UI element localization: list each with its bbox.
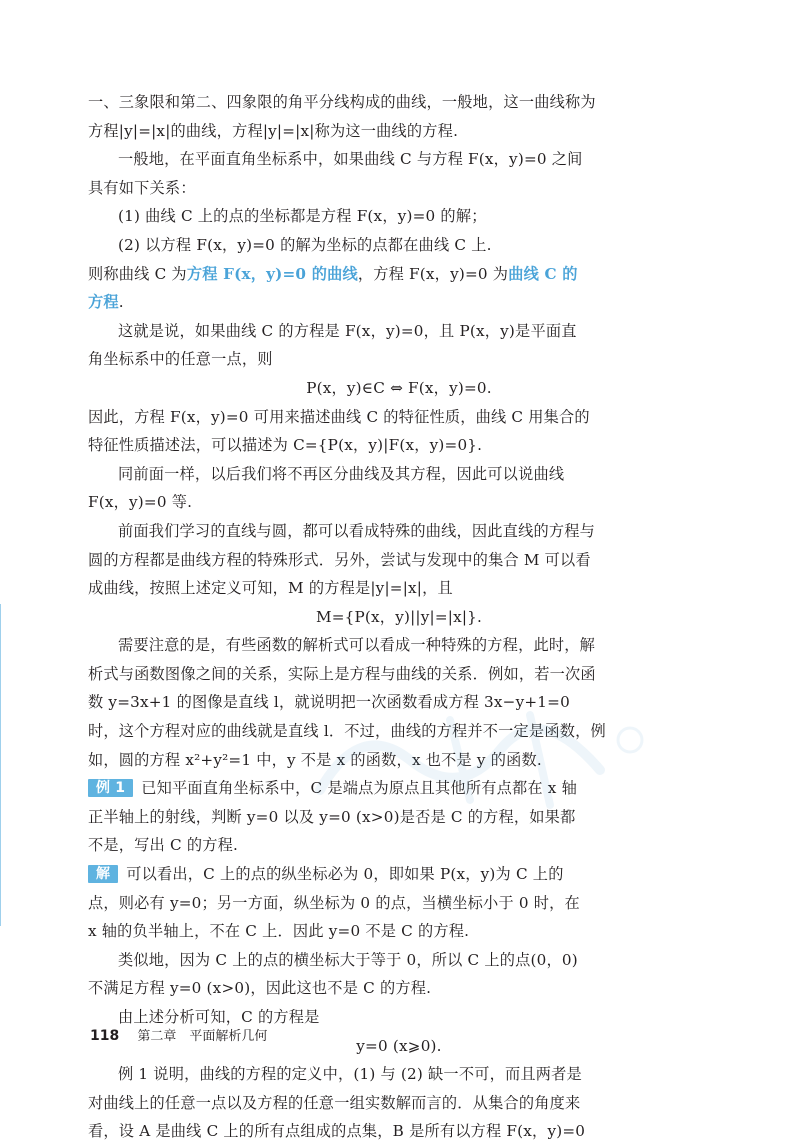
definition-line [88, 260, 710, 289]
text-line: 因此，方程 F(x，y)=0 可用来描述曲线 C 的特征性质，曲线 C 用集合的 [88, 407, 590, 426]
text-line: 一般地，在平面直角坐标系中，如果曲线 C 与方程 F(x，y)=0 之间 [118, 150, 583, 169]
example-side-rule [0, 604, 1, 926]
text-line: 具有如下关系： [88, 178, 196, 197]
text-line: 圆的方程都是曲线方程的特殊形式．另外，尝试与发现中的集合 M 可以看 [88, 550, 591, 569]
text-run: . [118, 293, 124, 312]
text-line: 数 y=3x+1 的图像是直线 l，就说明把一次函数看成方程 3x−y+1=0 [88, 693, 570, 712]
text-line: (2) 以方程 F(x，y)=0 的解为坐标的点都在曲线 C 上. [118, 235, 492, 254]
text-run: ，方程 F(x，y)=0 为 [357, 264, 509, 283]
text-line: 特征性质描述法，可以描述为 C={P(x，y)|F(x，y)=0}. [88, 436, 483, 455]
text-line: 由上述分析可知，C 的方程是 [118, 1008, 320, 1026]
text-line: 不满足方程 y=0 (x>0)，因此这也不是 C 的方程. [88, 979, 432, 998]
text-line: 方程|y|=|x|的曲线，方程|y|=|x|称为这一曲线的方程. [88, 121, 459, 140]
text-line: 对曲线上的任意一点以及方程的任意一组实数解而言的．从集合的角度来 [88, 1093, 581, 1112]
text-line: 需要注意的是，有些函数的解析式可以看成一种特殊的方程，此时，解 [118, 636, 596, 655]
definition-line [88, 288, 710, 317]
text-run: 可以看出，C 上的点的纵坐标必为 0，即如果 P(x，y)为 C 上的 [126, 865, 564, 884]
solution-line [88, 860, 710, 889]
example-label: 例 1 [88, 779, 133, 797]
text-line: 这就是说，如果曲线 C 的方程是 F(x，y)=0，且 P(x，y)是平面直 [118, 321, 577, 340]
emphasis-term: 曲线 C 的 [508, 264, 578, 283]
text-line: F(x，y)=0 等. [88, 493, 193, 512]
text-line: x 轴的负半轴上，不在 C 上．因此 y=0 不是 C 的方程. [88, 922, 470, 941]
text-line: 不是，写出 C 的方程. [88, 836, 239, 855]
text-line: 如，圆的方程 x²+y²=1 中，y 不是 x 的函数，x 也不是 y 的函数. [88, 750, 542, 769]
text-line: 例 1 说明，曲线的方程的定义中，(1) 与 (2) 缺一不可，而且两者是 [118, 1065, 582, 1084]
text-line: 成曲线，按照上述定义可知，M 的方程是|y|=|x|，且 [88, 579, 453, 598]
page-content [88, 88, 710, 1146]
text-line: 前面我们学习的直线与圆，都可以看成特殊的曲线，因此直线的方程与 [118, 521, 596, 540]
formula-line: M={P(x，y)||y|=|x|}. [315, 607, 483, 626]
text-run: 已知平面直角坐标系中，C 是端点为原点且其他所有点都在 x 轴 [141, 779, 577, 798]
text-run: 则称曲线 C 为 [88, 264, 187, 283]
watermark-logo-icon [300, 700, 660, 820]
text-line: 看，设 A 是曲线 C 上的所有点组成的点集，B 是所有以方程 F(x，y)=0 [88, 1122, 586, 1141]
text-line: (1) 曲线 C 上的点的坐标都是方程 F(x，y)=0 的解； [118, 207, 487, 226]
text-line: 时，这个方程对应的曲线就是直线 l．不过，曲线的方程并不一定是函数，例 [88, 722, 606, 741]
text-line: 类似地，因为 C 上的点的横坐标大于等于 0，所以 C 上的点(0，0) [118, 950, 578, 969]
emphasis-term: 方程 F(x，y)=0 的曲线 [186, 264, 358, 283]
text-line: 点，则必有 y=0；另一方面，纵坐标为 0 的点，当横坐标小于 0 时，在 [88, 893, 580, 912]
page-number: 118 [90, 1028, 120, 1044]
formula-line: y=0 (x⩾0). [356, 1036, 442, 1055]
emphasis-term: 方程 [88, 293, 119, 312]
text-line: 析式与函数图像之间的关系，实际上是方程与曲线的关系．例如，若一次函 [88, 664, 596, 683]
solution-label: 解 [88, 865, 118, 883]
text-line: 一、三象限和第二、四象限的角平分线构成的曲线，一般地，这一曲线称为 [88, 93, 596, 111]
formula-line: P(x，y)∈C ⇔ F(x，y)=0. [306, 378, 492, 397]
page-footer [90, 1027, 267, 1046]
text-line: 正半轴上的射线，判断 y=0 以及 y=0 (x>0)是否是 C 的方程，如果都 [88, 807, 576, 826]
chapter-title: 第二章 平面解析几何 [137, 1029, 268, 1044]
text-line: 角坐标系中的任意一点，则 [88, 350, 273, 369]
text-line: 同前面一样，以后我们将不再区分曲线及其方程，因此可以说曲线 [118, 464, 565, 483]
